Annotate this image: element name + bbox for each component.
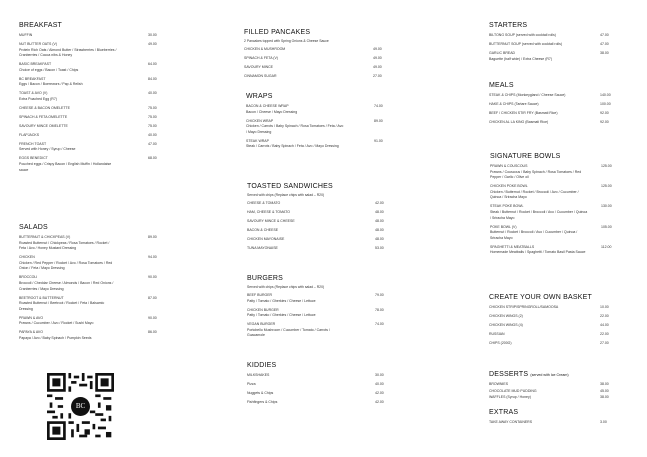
menu-item [489, 332, 639, 338]
wraps-section [246, 93, 396, 153]
menu-item [246, 104, 396, 115]
item-name: HAM, CHEESE & TOMATO [247, 209, 290, 214]
wraps-list [246, 104, 396, 150]
item-description: Chicken / Butternut / Rocket / Broccoli / Avo / Cucumber / Quinoa / Sriracha Mayo [490, 189, 579, 200]
item-name: CHICKEN WINGS (4) [489, 322, 523, 327]
item-name: GARLIC BREAD [489, 50, 516, 55]
menu-item [489, 323, 639, 329]
item-description: Steak / Carrots / Baby Spinach / Feta / Avo / Mayo Dressing [246, 144, 339, 149]
menu-item [489, 389, 639, 395]
menu-item [19, 235, 169, 252]
menu-item [490, 204, 640, 221]
pancakes-list [244, 47, 394, 80]
item-price: 140.00 [600, 93, 611, 97]
item-description: Extra Poached Egg (R7) [19, 96, 57, 101]
section-title: SALADS [19, 224, 48, 231]
menu-item [247, 382, 397, 388]
item-name: PRAWN & COUSCOUS [490, 164, 528, 168]
item-price: 87.00 [148, 295, 157, 300]
item-description: Baguette (half wide) / Extra Cheese (R7) [489, 56, 553, 61]
menu-item [19, 77, 169, 88]
item-price: 94.00 [148, 255, 157, 260]
toasted-sandwiches-section [247, 183, 397, 255]
item-price: 27.00 [373, 73, 382, 78]
item-name: CINNAMON SUGAR [244, 73, 277, 78]
item-price: 48.00 [375, 218, 384, 223]
item-price: 27.00 [600, 340, 609, 345]
item-price: 3.00 [600, 420, 607, 424]
item-name: SPINACH & FETA OMELETTE [19, 114, 68, 119]
menu-item [19, 142, 169, 153]
menu-item [489, 51, 639, 62]
item-name: BROCCOLI [19, 275, 38, 280]
item-name: SAVOURY MINCE & CHEESE [247, 218, 295, 223]
menu-item [247, 391, 397, 397]
item-name: BASIC BREAKFAST [19, 62, 52, 67]
item-name: Nuggets & Chips [247, 390, 274, 395]
breakfast-list [19, 33, 169, 173]
item-price: 79.00 [375, 293, 384, 297]
item-price: 42.00 [375, 201, 384, 205]
qr-code[interactable] [47, 373, 114, 440]
menu-item [489, 120, 639, 126]
item-price: 22.00 [600, 313, 609, 318]
menu-item [489, 111, 639, 117]
item-price: 125.00 [601, 184, 612, 189]
item-name: BILTONG SOUP (served with cocktail rolls) [489, 33, 556, 37]
item-name: BEETROOT & BUTTERNUT [19, 295, 64, 300]
item-name: SAVOURY MINCE OMELETTE [19, 123, 68, 128]
item-name: TUNA MAYONAISE [247, 245, 278, 250]
pancakes-section [244, 29, 394, 83]
menu-item [490, 245, 640, 256]
item-price: 112.00 [601, 244, 612, 249]
menu-item [244, 47, 394, 53]
item-name: CHEESE & BACON OMELETTE [19, 105, 70, 110]
item-name: CHEESE & TOMATO [247, 201, 281, 205]
menu-item [19, 91, 169, 102]
item-name: CHICKEN WRAP [246, 118, 274, 123]
item-name: SPINACH & FETA (V) [244, 55, 278, 60]
item-name: PAPAYA & AVO [19, 330, 43, 335]
section-note: Served with chips (Replace chips with salad – R20) [247, 285, 325, 289]
menu-item [247, 373, 397, 379]
menu-item [490, 164, 640, 181]
item-description: Roasted Butternut / Beetroot / Rocket / Feta / Balsamic Dressing [19, 301, 105, 311]
menu-item [489, 395, 639, 401]
item-name: FLAPJACKS [19, 132, 40, 137]
brand-logo: BC [71, 397, 90, 416]
kiddies-section [247, 362, 397, 409]
item-price: 48.00 [375, 227, 384, 232]
menu-item [489, 314, 639, 320]
item-price: 86.00 [148, 330, 157, 335]
meals-list [489, 93, 639, 126]
menu-item [247, 219, 397, 225]
item-price: 90.00 [148, 315, 157, 320]
menu-item [489, 382, 639, 388]
burgers-section [247, 275, 397, 342]
item-name: STEAK POKE BOWL [490, 204, 524, 209]
item-price: 89.00 [374, 118, 383, 123]
menu-item [489, 341, 639, 347]
section-title: BREAKFAST [19, 22, 63, 29]
item-name: BEEF BURGER [247, 293, 273, 297]
item-price: 47.00 [600, 33, 609, 37]
item-price: 53.00 [375, 245, 384, 250]
section-title: STARTERS [489, 22, 528, 29]
section-note: Served with chips (Replace chips with salad – R20) [247, 193, 325, 197]
item-description: Steak / Butternut / Rocket / Broccoli / Avo / Cucumber / Quinoa / Sriracha Mayo [490, 209, 588, 220]
menu-item [244, 74, 394, 80]
section-title: BURGERS [247, 275, 284, 282]
item-name: CHICKEN STRIP/SPRINGROLL/SAMOOSA [489, 305, 559, 309]
toasted-list [247, 201, 397, 252]
item-name: CHICKEN AL LA KING (Basmati Rice) [489, 119, 549, 124]
item-price: 10.00 [600, 305, 609, 309]
item-description: Protein Rich Oats / Almond Butter / Strawberries / Blueberries / Cranberries / Cocoa nibs & Honey [19, 47, 117, 58]
item-price: 42.00 [375, 390, 384, 395]
menu-item [247, 400, 397, 406]
meals-section [489, 82, 639, 129]
item-description: Prawns / Couscous / Baby Spinach / Rosa Tomatoes / Red Pepper / Garlic / Olive oil [490, 169, 582, 180]
item-price: 91.00 [374, 138, 383, 143]
section-title: FILLED PANCAKES [244, 29, 311, 36]
menu-item [19, 62, 169, 73]
item-name: MUFFIN [19, 33, 33, 37]
item-name: SAVOURY MINCE [244, 64, 273, 69]
menu-item [246, 139, 396, 150]
menu-item [247, 201, 397, 207]
menu-item [247, 210, 397, 216]
menu-item [247, 293, 397, 304]
menu-item [489, 102, 639, 108]
item-name: WAFFLES (Syrup / Honey) [489, 395, 531, 400]
item-description: Portobello Mushroom / Cucumber / Tomato / Carrots / Guacamole [247, 327, 330, 338]
item-price: 78.00 [375, 307, 384, 312]
menu-item [489, 420, 639, 426]
item-name: Fishfingers & Chips [247, 399, 278, 404]
item-price: 22.00 [600, 331, 609, 336]
item-description: Chicken / Red Pepper / Rocket / Avo / Rosa Tomatoes / Red Onion / Feta / Mayo Dressing [19, 260, 113, 271]
menu-item [19, 330, 169, 341]
extras-section [489, 409, 639, 429]
item-price: 100.00 [600, 101, 611, 106]
starters-section [489, 22, 639, 66]
item-name: CHOCOLATE MUD PUDDING [489, 388, 537, 393]
item-price: 75.00 [148, 105, 157, 110]
item-name: CHICKEN & MUSHROOM [244, 47, 286, 51]
item-price: 74.00 [375, 322, 384, 327]
item-name: STEAK & CHIPS (Monkeygland / Cheese Sauce) [489, 93, 566, 97]
item-name: Pizza [247, 381, 256, 386]
item-name: TOAST & AVO (V) [19, 91, 48, 96]
basket-section [489, 294, 639, 350]
salads-section [19, 224, 169, 345]
bowls-list [490, 164, 640, 256]
item-price: 38.00 [600, 395, 609, 400]
item-name: CHICKEN BURGER [247, 307, 279, 312]
item-name: BEEF / CHICKEN STIR FRY (Basmati Rice) [489, 110, 558, 115]
item-name: STEAK WRAP [246, 138, 269, 143]
item-description: Eggs / Bacon / Boerewors / Pap & Relish [19, 82, 83, 87]
menu-item [19, 275, 169, 292]
menu-item [489, 305, 639, 311]
menu-item [19, 33, 169, 39]
item-price: 42.00 [375, 399, 384, 404]
item-description: Patty / Tomato / Gherkies / Cheese / Lettuce [247, 298, 316, 303]
item-name: VEGAN BURGER [247, 322, 276, 327]
menu-item [247, 228, 397, 234]
breakfast-section [19, 22, 169, 177]
menu-item [19, 255, 169, 272]
item-name: BUTTERNUT SOUP (served with cocktail rolls) [489, 41, 562, 46]
item-name: CHICKEN POKE BOWL [490, 184, 528, 189]
item-description: Roasted Butternut / Chickpeas / Rosa Tomatoes / Rocket / Feta / Avo / Honey Mustard Dressing [19, 240, 110, 251]
item-price: 47.00 [148, 141, 157, 146]
item-description: Prawns / Cucumber / Avo / Rocket / Sushi Mayo [19, 321, 94, 326]
item-price: 89.00 [148, 235, 157, 239]
item-price: 38.00 [600, 382, 609, 386]
item-name: HAKE & CHIPS (Tartare Sauce) [489, 101, 539, 106]
item-name: FRENCH TOAST [19, 141, 47, 146]
item-description: Choice of eggs / Bacon / Toast / Chips [19, 67, 79, 72]
item-price: 75.00 [148, 114, 157, 119]
section-title: WRAPS [246, 93, 273, 100]
item-price: 75.00 [148, 123, 157, 128]
menu-item [19, 42, 169, 59]
starters-list [489, 33, 639, 62]
item-price: 130.00 [601, 204, 612, 209]
menu-item [489, 42, 639, 48]
section-title: SIGNATURE BOWLS [490, 153, 561, 160]
item-description: Chicken / Carrots / Baby Spinach / Rosa Tomatoes / Feta / Avo / Mayo Dressing [246, 124, 344, 134]
desserts-list [489, 382, 639, 401]
item-price: 74.00 [374, 104, 383, 108]
item-price: 68.00 [148, 156, 157, 161]
item-description: Broccoli / Cheddar Cheese / Almonds / Bacon / Red Onions / Cranberries / Mayo Dressing [19, 280, 114, 291]
item-price: 49.00 [148, 41, 157, 46]
item-name: BACON & CHEESE WRAP [246, 104, 289, 108]
menu-item [247, 246, 397, 252]
menu-item [244, 56, 394, 62]
section-title [489, 371, 639, 378]
section-title: CREATE YOUR OWN BASKET [489, 294, 592, 301]
section-title: EXTRAS [489, 409, 519, 416]
item-name: CHICKEN WINGS (2) [489, 313, 523, 318]
menu-item [246, 119, 396, 136]
item-price: 49.00 [373, 64, 382, 69]
item-price: 40.00 [375, 381, 384, 386]
item-name: SPAGHETTI & MEATBALLS [490, 244, 535, 249]
menu-item [247, 237, 397, 243]
menu-item [19, 106, 169, 112]
item-price: 48.00 [375, 209, 384, 214]
signature-bowls-section [490, 153, 640, 259]
desserts-subtitle: (served with Ice Cream) [530, 373, 569, 377]
item-name: BROWNIES [489, 382, 509, 386]
menu-item [489, 33, 639, 39]
menu-item [19, 296, 169, 313]
item-price: 92.00 [600, 119, 609, 124]
item-price: 38.00 [600, 50, 609, 55]
item-price: 64.00 [148, 62, 157, 67]
item-price: 49.00 [373, 47, 382, 51]
item-name: CHICKEN [19, 255, 35, 260]
item-price: 125.00 [601, 164, 612, 168]
desserts-section [489, 371, 639, 402]
burgers-list [247, 293, 397, 339]
item-description: Butternut / Rocket / Broccoli / Avo / Cucumber / Quinoa / Sriracha Mayo [490, 230, 578, 240]
section-title: KIDDIES [247, 362, 277, 369]
basket-list [489, 305, 639, 347]
menu-item [19, 115, 169, 121]
item-price: 45.00 [600, 388, 609, 393]
item-description: Patty / Tomato / Gherkies / Cheese / Lettuce [247, 313, 316, 318]
menu-item [247, 308, 397, 319]
item-name: BC BREAKFAST [19, 76, 46, 81]
item-price: 40.00 [148, 91, 157, 96]
item-price: 40.00 [148, 132, 157, 137]
item-price: 48.00 [375, 236, 384, 241]
item-name: BACON & CHEESE [247, 227, 279, 232]
item-name: TAKE AWAY CONTAINERS [489, 420, 533, 424]
menu-item [19, 156, 169, 173]
item-name: NUT BUTTER OATS (V) [19, 41, 57, 46]
item-description: Homemade Meatballs / Spaghetti / Tomato Basil Pasta Sauce [490, 250, 586, 255]
item-price: 84.00 [148, 76, 157, 81]
extras-list [489, 420, 639, 426]
item-price: 47.00 [600, 41, 609, 46]
item-price: 30.00 [148, 33, 157, 37]
item-price: 90.00 [148, 275, 157, 280]
item-name: CHICKEN MAYONAISE [247, 236, 285, 241]
item-price: 44.00 [600, 322, 609, 327]
menu-item [489, 93, 639, 99]
item-description: Served with Honey / Syrup / Cheese [19, 147, 76, 152]
menu-item [490, 184, 640, 201]
item-price: 92.00 [600, 110, 609, 115]
menu-item [247, 322, 397, 339]
item-name: BUTTERNUT & CHICKPEAS (V) [19, 235, 71, 239]
section-title: MEALS [489, 82, 514, 89]
section-note: 2 Pancakes topped with Spring Onions & Cheese Sauce [244, 39, 329, 43]
kiddies-list [247, 373, 397, 406]
menu-item [19, 133, 169, 139]
item-price: 105.00 [601, 224, 612, 229]
menu-item [244, 65, 394, 71]
item-name: CHIPS (200G) [489, 340, 512, 345]
menu-item [490, 225, 640, 242]
desserts-title: DESSERTS [489, 371, 529, 378]
item-name: EGGS BENEDICT [19, 156, 48, 161]
item-description: Pouched eggs / Crispy Bacon / English Muffin / Hollandaise sauce [19, 162, 112, 172]
menu-item [19, 316, 169, 327]
item-description: Bacon / Cheese / Mayo Dressing [246, 109, 298, 114]
item-name: PRAWN & AVO [19, 315, 44, 320]
item-name: POKE BOWL (V) [490, 224, 517, 229]
item-name: RUSSIAN [489, 331, 505, 336]
item-price: 30.00 [375, 373, 384, 377]
item-description: Papaya / Avo / Baby Spinach / Pumpkin Seeds [19, 335, 92, 340]
section-title: TOASTED SANDWICHES [247, 183, 333, 190]
item-price: 49.00 [373, 55, 382, 60]
salads-list [19, 235, 169, 341]
menu-item [19, 124, 169, 130]
item-name: MILKSHAKES [247, 373, 270, 377]
